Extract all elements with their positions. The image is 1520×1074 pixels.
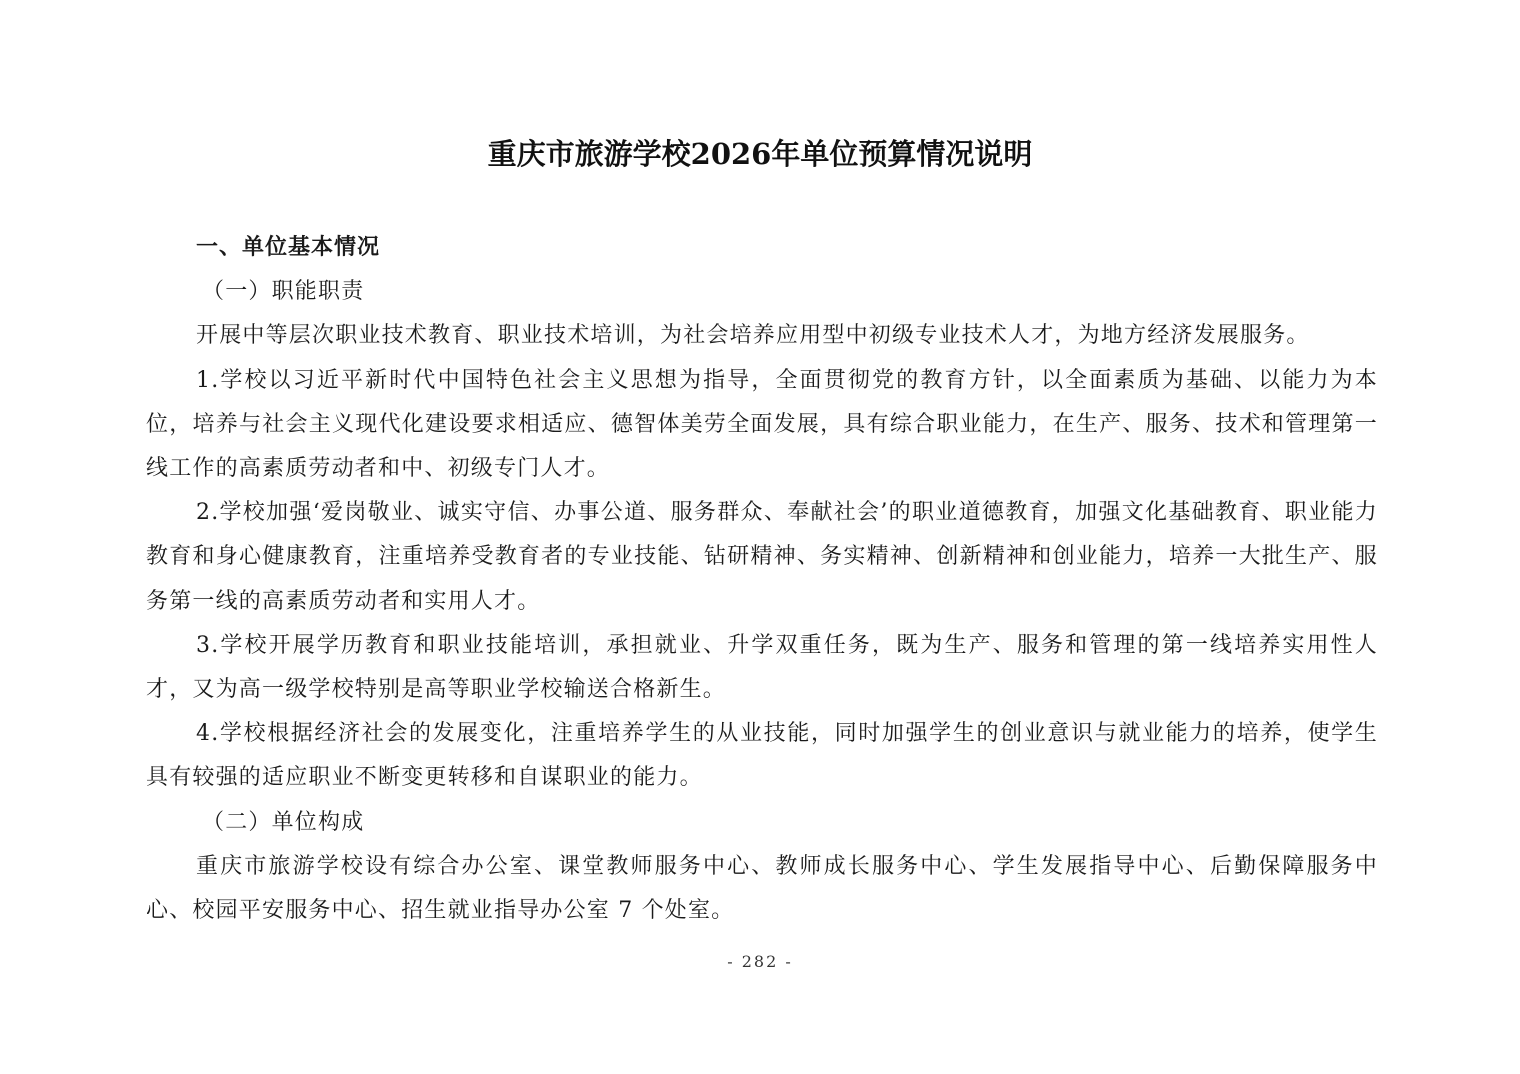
section-heading-unit-basic-info: 一、单位基本情况	[196, 235, 381, 260]
paragraph-function-2: 2.学校加强‘爱岗敬业、诚实守信、办事公道、服务群众、奉献社会’的职业道德教育，加强文化基础教育、职业能力教育和身心健康教育，注重培养受教育者的专业技能、钻研精神、务实精神、创新精神和创业能力，培养一大批生产、服务第一线的高素质劳动者和实用人才。	[146, 500, 1378, 614]
document-body	[146, 226, 1378, 933]
paragraph-function-3: 3.学校开展学历教育和职业技能培训，承担就业、升学双重任务，既为生产、服务和管理的第一线培养实用性人才，又为高一级学校特别是高等职业学校输送合格新生。	[146, 632, 1378, 703]
paragraph-function-1: 1.学校以习近平新时代中国特色社会主义思想为指导，全面贯彻党的教育方针，以全面素质为基础、以能力为本位，培养与社会主义现代化建设要求相适应、德智体美劳全面发展，具有综合职业能力，在生产、服务、技术和管理第一线工作的高素质劳动者和中、初级专门人才。	[146, 367, 1378, 482]
paragraph-functions-summary: 开展中等层次职业技术教育、职业技术培训，为社会培养应用型中初级专业技术人才，为地方经济发展服务。	[196, 323, 1310, 349]
page-number: - 282 -	[727, 952, 793, 971]
paragraph-function-4: 4.学校根据经济社会的发展变化，注重培养学生的从业技能，同时加强学生的创业意识与就业能力的培养，使学生具有较强的适应职业不断变更转移和自谋职业的能力。	[146, 721, 1378, 791]
paragraph-composition: 重庆市旅游学校设有综合办公室、课堂教师服务中心、教师成长服务中心、学生发展指导中心、后勤保障服务中心、校园平安服务中心、招生就业指导办公室 7 个处室。	[146, 853, 1378, 924]
subsection-heading-composition: （二）单位构成	[202, 809, 365, 835]
subsection-heading-functions: （一）职能职责	[202, 279, 365, 305]
document-title: 重庆市旅游学校2026年单位预算情况说明	[487, 137, 1033, 171]
